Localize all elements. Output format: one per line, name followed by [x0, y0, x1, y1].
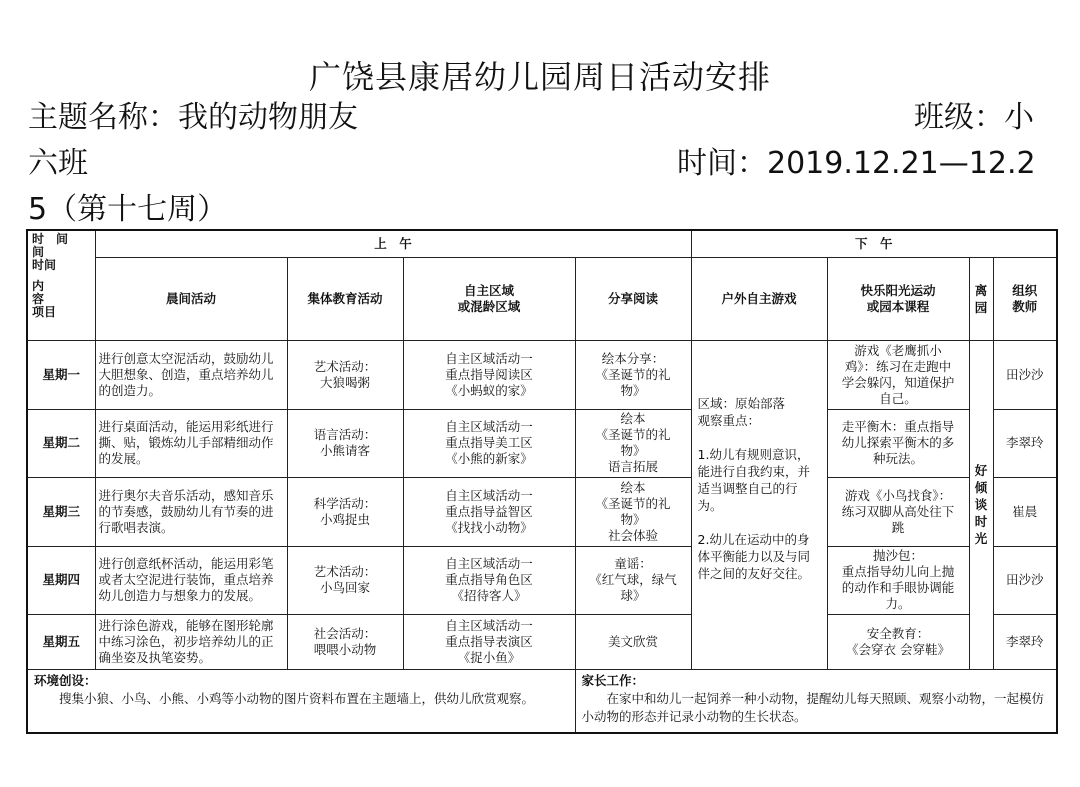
col-leave [969, 257, 993, 340]
cell-line: 学会躲闪，知道保护 [841, 374, 955, 390]
cell-line: 游戏《小鸟找食》： [844, 487, 952, 503]
table-row [27, 614, 1057, 669]
cell-line: 跳 [891, 519, 905, 535]
reading-cell [575, 477, 691, 546]
sunshine-cell [827, 409, 969, 477]
col-group-education: 集体教育活动 [287, 257, 403, 340]
leave-char: 光 [974, 531, 988, 546]
cell-line: 游戏《老鹰抓小 [854, 342, 942, 358]
group-edu-cell [287, 409, 403, 477]
cell-line: 重点指导幼儿向上抛 [841, 564, 955, 579]
day-cell: 星期二 [27, 409, 95, 477]
outdoor-point-1: 1.幼儿有规则意识，能进行自我约束，并适当调整自己的行为。 [697, 446, 811, 513]
area-cell [403, 614, 575, 669]
group-edu-cell [287, 340, 403, 409]
cell-line: 大狼喝粥 [319, 374, 370, 390]
parent-work-title: 家长工作： [581, 672, 645, 688]
sunshine-cell [827, 340, 969, 409]
cell-line: 重点指导阅读区 [445, 366, 533, 382]
corner-line: 时 间 [32, 232, 69, 246]
cell-line: 自主区域活动一 [445, 419, 533, 434]
corner-line: 项目 [32, 305, 57, 319]
day-cell: 星期四 [27, 546, 95, 614]
cell-line: 《红气球，绿气 [589, 572, 677, 587]
cell-line: 小熊请客 [319, 443, 370, 458]
cell-line: 抛沙包： [873, 548, 924, 563]
col-area-line: 或混龄区域 [457, 298, 521, 314]
col-teacher-line: 组织 [1012, 282, 1038, 298]
group-edu-cell [287, 546, 403, 614]
morning-activity-cell: 进行创意纸杯活动，能运用彩笔或者太空泥进行装饰，重点培养幼儿创造力与想象力的发展。 [95, 546, 287, 614]
day-cell: 星期三 [27, 477, 95, 546]
cell-line: 小鸡捉虫 [319, 511, 370, 527]
day-cell: 星期一 [27, 340, 95, 409]
outdoor-point-2: 2.幼儿在运动中的身体平衡能力以及与同伴之间的友好交往。 [697, 531, 811, 581]
area-cell [403, 340, 575, 409]
leave-char: 倾 [974, 480, 988, 495]
col-leave-char: 离 [974, 282, 988, 298]
cell-line: 语言活动： [313, 427, 377, 442]
cell-line: 喂喂小动物 [313, 641, 377, 657]
col-sunshine-line: 或园本课程 [866, 298, 930, 314]
reading-cell [575, 409, 691, 477]
sunshine-cell [827, 546, 969, 614]
cell-line: 美文欣赏 [608, 633, 659, 649]
outdoor-game-cell [691, 340, 827, 669]
environment-cell [27, 669, 575, 733]
teacher-cell: 田沙沙 [993, 546, 1057, 614]
table-row [27, 546, 1057, 614]
col-morning-activity: 晨间活动 [95, 257, 287, 340]
cell-line: 语言拓展 [608, 459, 659, 474]
corner-line: 容 [32, 292, 45, 306]
col-leave-char: 园 [974, 299, 988, 315]
outdoor-area: 区域：原始部落 [697, 395, 786, 411]
area-cell [403, 546, 575, 614]
col-sunshine [827, 257, 969, 340]
area-cell [403, 409, 575, 477]
cell-line: 童谣： [614, 556, 652, 571]
cell-line: 球》 [620, 588, 646, 603]
cell-line: 《找找小动物》 [445, 519, 533, 535]
time-label-part1: 时间：2019.12.21—12.2 [677, 146, 1036, 181]
cell-line: 《会穿衣 会穿鞋》 [846, 641, 950, 657]
class-label-part1: 班级：小 [914, 100, 1034, 135]
col-teacher [993, 257, 1057, 340]
cell-line: 《捉小鱼》 [457, 649, 521, 665]
cell-line: 绘本 [620, 479, 646, 495]
morning-activity-cell: 进行桌面活动，能运用彩纸进行撕、贴，锻炼幼儿手部精细动作的发展。 [95, 409, 287, 477]
sunshine-cell [827, 614, 969, 669]
corner-line: 内 [32, 279, 45, 293]
corner-line: 时间 [32, 258, 57, 272]
day-cell: 星期五 [27, 614, 95, 669]
leave-char: 好 [974, 463, 988, 478]
table-row [27, 340, 1057, 409]
group-edu-cell [287, 614, 403, 669]
cell-line: 物》 [620, 511, 646, 527]
environment-text: 搜集小狼、小鸟、小熊、小鸡等小动物的图片资料布置在主题墙上，供幼儿欣赏观察。 [59, 690, 535, 706]
theme-label: 主题名称：我的动物朋友 [28, 100, 358, 135]
corner-header-cell [27, 230, 95, 340]
teacher-cell: 田沙沙 [993, 340, 1057, 409]
cell-line: 社会体验 [608, 527, 659, 543]
cell-line: 练习双脚从高处往下 [841, 503, 955, 519]
corner-line: 间 [32, 245, 45, 259]
cell-line: 《招待客人》 [451, 588, 527, 603]
cell-line: 鸡》：练习在走跑中 [844, 358, 952, 374]
cell-line: 科学活动： [313, 495, 377, 511]
teacher-cell: 李翠玲 [993, 409, 1057, 477]
environment-title: 环境创设： [34, 672, 97, 688]
cell-line: 重点指导美工区 [445, 435, 533, 450]
reading-cell [575, 614, 691, 669]
col-teacher-line: 教师 [1012, 298, 1038, 314]
morning-activity-cell: 进行奥尔夫音乐活动，感知音乐的节奏感，鼓励幼儿有节奏的进行歌唱表演。 [95, 477, 287, 546]
cell-line: 物》 [620, 382, 646, 398]
cell-line: 自主区域活动一 [445, 556, 533, 571]
leave-cell [969, 340, 993, 669]
parent-work-text: 在家中和幼儿一起饲养一种小动物，提醒幼儿每天照顾、观察小动物，一起模仿小动物的形态并记录小动物的生长状态。 [581, 690, 1045, 724]
morning-header: 上 午 [95, 230, 691, 257]
reading-cell [575, 340, 691, 409]
cell-line: 力。 [885, 596, 911, 611]
cell-line: 重点指导益智区 [445, 503, 533, 519]
cell-line: 的动作和手眼协调能 [841, 580, 955, 595]
page-title: 广饶县康居幼儿园周日活动安排 [308, 58, 771, 96]
cell-line: 《小熊的新家》 [445, 451, 533, 466]
cell-line: 走平衡木：重点指导 [841, 419, 955, 434]
cell-line: 安全教育： [866, 625, 930, 641]
cell-line: 小鸟回家 [319, 580, 370, 595]
teacher-cell: 崔晨 [993, 477, 1057, 546]
cell-line: 绘本分享： [601, 350, 665, 366]
cell-line: 《圣诞节的礼 [595, 366, 671, 382]
time-label-part2: 5（第十七周） [28, 192, 228, 227]
table-row [27, 477, 1057, 546]
area-cell [403, 477, 575, 546]
reading-cell [575, 546, 691, 614]
footer-row [27, 669, 1057, 733]
leave-char: 谈 [974, 497, 988, 512]
cell-line: 《圣诞节的礼 [595, 495, 671, 511]
morning-activity-cell: 进行创意太空泥活动，鼓励幼儿大胆想象、创造，重点培养幼儿的创造力。 [95, 340, 287, 409]
cell-line: 艺术活动： [313, 358, 377, 374]
cell-line: 幼儿探索平衡木的多 [841, 435, 955, 450]
morning-activity-cell: 进行涂色游戏，能够在图形轮廓中练习涂色，初步培养幼儿的正确坐姿及执笔姿势。 [95, 614, 287, 669]
teacher-cell: 李翠玲 [993, 614, 1057, 669]
col-area-line: 自主区域 [463, 282, 514, 298]
cell-line: 重点指导角色区 [445, 572, 533, 587]
col-area [403, 257, 575, 340]
cell-line: 重点指导表演区 [445, 633, 533, 649]
outdoor-focus: 观察重点： [697, 412, 761, 428]
table-row [27, 409, 1057, 477]
class-label-part2: 六班 [28, 146, 88, 181]
cell-line: 自己。 [879, 390, 917, 406]
cell-line: 物》 [620, 443, 646, 458]
cell-line: 社会活动： [313, 625, 377, 641]
cell-line: 艺术活动： [313, 564, 377, 579]
cell-line: 种玩法。 [873, 451, 924, 466]
cell-line: 《圣诞节的礼 [595, 427, 671, 442]
cell-line: 《小蚂蚁的家》 [445, 382, 533, 398]
cell-line: 自主区域活动一 [445, 350, 533, 366]
parent-work-cell [575, 669, 1057, 733]
sunshine-cell [827, 477, 969, 546]
col-outdoor: 户外自主游戏 [691, 257, 827, 340]
col-reading: 分享阅读 [575, 257, 691, 340]
cell-line: 绘本 [620, 411, 646, 426]
leave-char: 时 [974, 514, 988, 529]
col-sunshine-line: 快乐阳光运动 [860, 282, 936, 298]
group-edu-cell [287, 477, 403, 546]
schedule-table [26, 229, 1058, 734]
cell-line: 自主区域活动一 [445, 617, 533, 633]
afternoon-header: 下 午 [691, 230, 1057, 257]
cell-line: 自主区域活动一 [445, 487, 533, 503]
